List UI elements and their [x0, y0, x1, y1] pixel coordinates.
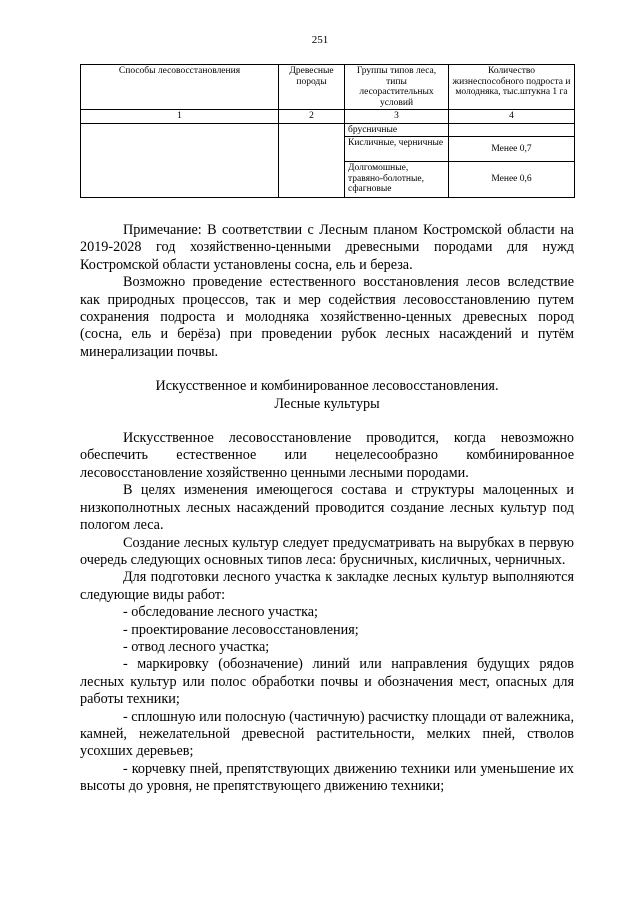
forest-type-cell: Долгомошные, травяно-болотные, сфагновые	[345, 162, 449, 198]
table-row	[81, 123, 575, 137]
header-forest-type-groups: Группы типов леса, типы лесорастительных условий	[345, 65, 449, 110]
paragraph: Создание лесных культур следует предусматривать на вырубках в первую очередь следующих основных типов леса: брусничных, кисличных, черничных.	[80, 534, 574, 568]
paragraph: Для подготовки лесного участка к закладке лесных культур выполняются следующие виды работ:	[80, 569, 574, 603]
page-number: 251	[311, 34, 329, 46]
list-item: - проектирование лесовосстановления;	[123, 621, 359, 638]
list-item: - отвод лесного участка;	[123, 638, 270, 655]
table-header-row	[81, 65, 575, 110]
list-item: - маркировку (обозначение) линий или направления будущих рядов лесных культур или полос обработки почвы и обозначения мест, опасных для работы техники;	[80, 656, 574, 708]
table-number-row	[81, 110, 575, 124]
empty-cell	[81, 123, 279, 198]
list-item: - обследование лесного участка;	[123, 604, 318, 621]
section-heading-line2: Лесные культуры	[274, 395, 380, 412]
section-heading-line1: Искусственное и комбинированное лесовосстановления.	[155, 378, 499, 395]
natural-regeneration-paragraph: Возможно проведение естественного восстановления лесов вследствие как природных процессов, так и мер содействия лесовосстановлению путем сохранения подроста и молодняка хозяйственно-ценных древесных пород (сосна, ель и берёза) при проведении рубок лесных насаждений и путём минерализации почвы.	[80, 274, 574, 360]
count-cell	[449, 123, 575, 137]
forest-type-cell: Кисличные, черничные	[345, 137, 449, 162]
forest-regeneration-table	[80, 64, 575, 198]
column-number: 1	[81, 110, 279, 124]
count-cell: Менее 0,6	[449, 162, 575, 198]
header-regeneration-methods: Способы лесовосстановления	[81, 65, 279, 110]
note-paragraph: Примечание: В соответствии с Лесным планом Костромской области на 2019-2028 год хозяйственно-ценными древесными породами для нужд Костромской области установлены сосна, ель и береза.	[80, 222, 574, 273]
list-item: - сплошную или полосную (частичную) расчистку площади от валежника, камней, нежелательной древесной растительности, мелких пней, стволов усохших деревьев;	[80, 708, 574, 760]
paragraph: Искусственное лесовосстановление проводится, когда невозможно обеспечить естественное или нецелесообразно комбинированное лесовосстановление хозяйственно ценными лесными породами.	[80, 430, 574, 481]
document-body	[80, 222, 574, 796]
empty-cell	[279, 123, 345, 198]
count-cell: Менее 0,7	[449, 137, 575, 162]
list-item: - корчевку пней, препятствующих движению техники или уменьшение их высоты до уровня, не препятствующего движению техники;	[80, 760, 574, 795]
header-tree-species: Древесные породы	[279, 65, 345, 110]
header-undergrowth-count: Количество жизнеспособного подроста и молодняка, тыс.штукна 1 га	[449, 65, 575, 110]
forest-type-cell: брусничные	[345, 123, 449, 137]
column-number: 2	[279, 110, 345, 124]
column-number: 3	[345, 110, 449, 124]
paragraph: В целях изменения имеющегося состава и структуры малоценных и низкополнотных лесных насаждений проводится создание лесных культур под пологом леса.	[80, 482, 574, 534]
column-number: 4	[449, 110, 575, 124]
